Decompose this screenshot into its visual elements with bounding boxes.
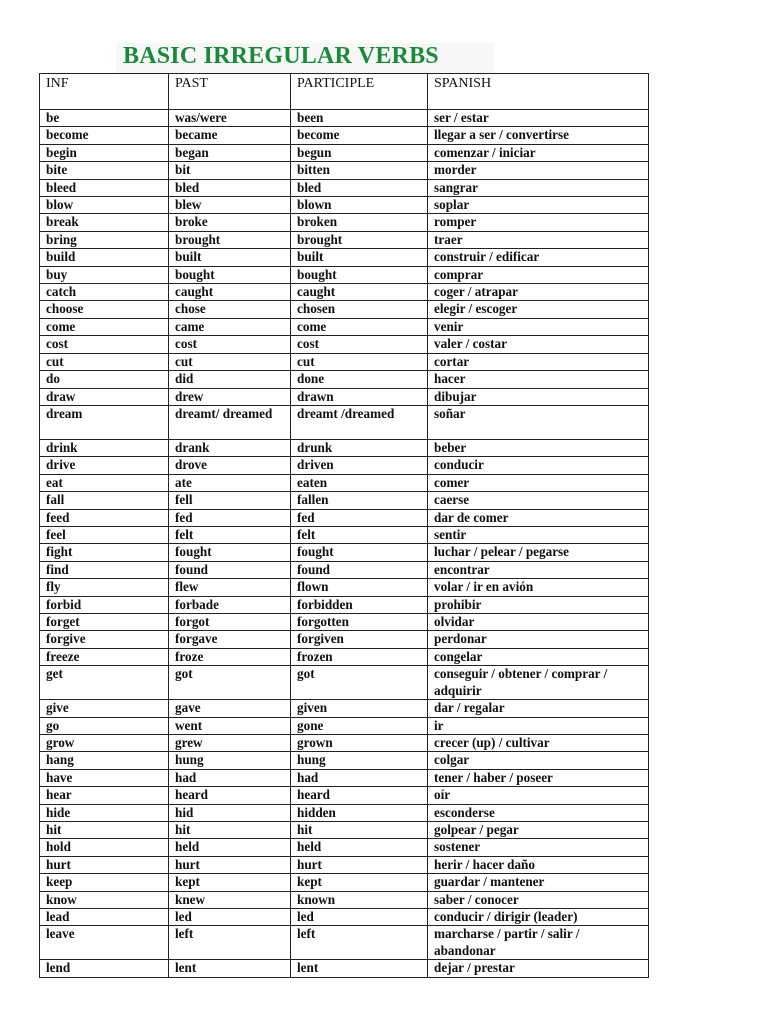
table-row [40, 596, 649, 613]
cell-infinitive: lead [40, 909, 169, 926]
cell-spanish: golpear / pegar [428, 822, 649, 839]
table-row [40, 474, 649, 491]
table-row [40, 926, 649, 960]
cell-participle: become [291, 127, 428, 144]
cell-spanish: sentir [428, 526, 649, 543]
table-row [40, 856, 649, 873]
cell-past: got [169, 666, 291, 700]
cell-participle: drunk [291, 439, 428, 456]
header-inf: INF [40, 74, 169, 110]
table-row [40, 266, 649, 283]
cell-infinitive: drink [40, 439, 169, 456]
cell-past: built [169, 249, 291, 266]
table-row [40, 839, 649, 856]
cell-past: led [169, 909, 291, 926]
cell-infinitive: bring [40, 231, 169, 248]
cell-spanish: beber [428, 439, 649, 456]
cell-infinitive: become [40, 127, 169, 144]
cell-participle: got [291, 666, 428, 700]
cell-past: forgave [169, 631, 291, 648]
cell-spanish: comenzar / iniciar [428, 144, 649, 161]
cell-participle: driven [291, 457, 428, 474]
cell-participle: had [291, 769, 428, 786]
cell-participle: hidden [291, 804, 428, 821]
cell-past: drank [169, 439, 291, 456]
cell-spanish: comprar [428, 266, 649, 283]
cell-participle: come [291, 318, 428, 335]
cell-spanish: caerse [428, 492, 649, 509]
cell-spanish: llegar a ser / convertirse [428, 127, 649, 144]
table-row [40, 822, 649, 839]
cell-infinitive: feed [40, 509, 169, 526]
cell-past: hid [169, 804, 291, 821]
cell-infinitive: dream [40, 405, 169, 439]
cell-past: heard [169, 787, 291, 804]
table-row [40, 787, 649, 804]
cell-participle: left [291, 926, 428, 960]
cell-participle: hung [291, 752, 428, 769]
cell-infinitive: draw [40, 388, 169, 405]
cell-past: chose [169, 301, 291, 318]
table-row [40, 371, 649, 388]
cell-infinitive: fight [40, 544, 169, 561]
cell-past: bit [169, 162, 291, 179]
cell-past: became [169, 127, 291, 144]
cell-past: found [169, 561, 291, 578]
cell-past: did [169, 371, 291, 388]
cell-participle: fought [291, 544, 428, 561]
cell-spanish: conseguir / obtener / comprar / adquirir [428, 666, 649, 700]
cell-past: drove [169, 457, 291, 474]
cell-participle: forgiven [291, 631, 428, 648]
table-row [40, 353, 649, 370]
cell-infinitive: forget [40, 613, 169, 630]
cell-spanish: ir [428, 717, 649, 734]
cell-spanish: soñar [428, 405, 649, 439]
cell-spanish: marcharse / partir / salir / abandonar [428, 926, 649, 960]
cell-participle: led [291, 909, 428, 926]
cell-past: hurt [169, 856, 291, 873]
table-row [40, 405, 649, 439]
cell-participle: frozen [291, 648, 428, 665]
cell-participle: chosen [291, 301, 428, 318]
cell-participle: fed [291, 509, 428, 526]
cell-past: felt [169, 526, 291, 543]
table-row [40, 666, 649, 700]
cell-spanish: venir [428, 318, 649, 335]
cell-spanish: soplar [428, 197, 649, 214]
cell-infinitive: get [40, 666, 169, 700]
cell-infinitive: do [40, 371, 169, 388]
table-row [40, 631, 649, 648]
irregular-verbs-table [39, 73, 649, 978]
table-row [40, 439, 649, 456]
cell-participle: flown [291, 579, 428, 596]
cell-infinitive: build [40, 249, 169, 266]
table-row [40, 804, 649, 821]
cell-participle: broken [291, 214, 428, 231]
cell-past: cost [169, 336, 291, 353]
header-participle: PARTICIPLE [291, 74, 428, 110]
cell-past: fed [169, 509, 291, 526]
cell-past: froze [169, 648, 291, 665]
cell-infinitive: freeze [40, 648, 169, 665]
table-row [40, 336, 649, 353]
cell-infinitive: come [40, 318, 169, 335]
cell-spanish: tener / haber / poseer [428, 769, 649, 786]
cell-infinitive: keep [40, 874, 169, 891]
cell-infinitive: feel [40, 526, 169, 543]
table-row [40, 526, 649, 543]
cell-past: fought [169, 544, 291, 561]
cell-spanish: romper [428, 214, 649, 231]
table-row [40, 318, 649, 335]
cell-past: had [169, 769, 291, 786]
cell-spanish: conducir / dirigir (leader) [428, 909, 649, 926]
table-row [40, 752, 649, 769]
header-past: PAST [169, 74, 291, 110]
table-row [40, 214, 649, 231]
cell-spanish: oír [428, 787, 649, 804]
cell-infinitive: leave [40, 926, 169, 960]
cell-infinitive: hear [40, 787, 169, 804]
table-row [40, 301, 649, 318]
cell-participle: given [291, 700, 428, 717]
cell-past: bought [169, 266, 291, 283]
cell-infinitive: find [40, 561, 169, 578]
cell-past: held [169, 839, 291, 856]
table-row [40, 162, 649, 179]
table-row [40, 769, 649, 786]
cell-spanish: prohibir [428, 596, 649, 613]
cell-past: left [169, 926, 291, 960]
cell-participle: found [291, 561, 428, 578]
cell-infinitive: forgive [40, 631, 169, 648]
cell-spanish: conducir [428, 457, 649, 474]
cell-past: cut [169, 353, 291, 370]
cell-past: grew [169, 735, 291, 752]
table-row [40, 544, 649, 561]
cell-spanish: hacer [428, 371, 649, 388]
table-row [40, 561, 649, 578]
cell-infinitive: hold [40, 839, 169, 856]
cell-participle: drawn [291, 388, 428, 405]
cell-participle: kept [291, 874, 428, 891]
cell-participle: known [291, 891, 428, 908]
cell-past: went [169, 717, 291, 734]
cell-participle: felt [291, 526, 428, 543]
cell-infinitive: bite [40, 162, 169, 179]
cell-infinitive: blow [40, 197, 169, 214]
table-row [40, 648, 649, 665]
cell-infinitive: catch [40, 284, 169, 301]
cell-participle: blown [291, 197, 428, 214]
table-row [40, 110, 649, 127]
cell-participle: dreamt /dreamed [291, 405, 428, 439]
cell-participle: begun [291, 144, 428, 161]
cell-past: began [169, 144, 291, 161]
cell-spanish: colgar [428, 752, 649, 769]
cell-participle: grown [291, 735, 428, 752]
cell-spanish: guardar / mantener [428, 874, 649, 891]
table-row [40, 179, 649, 196]
cell-past: dreamt/ dreamed [169, 405, 291, 439]
cell-spanish: morder [428, 162, 649, 179]
cell-infinitive: drive [40, 457, 169, 474]
table-row [40, 579, 649, 596]
table-row [40, 197, 649, 214]
cell-spanish: coger / atrapar [428, 284, 649, 301]
cell-participle: built [291, 249, 428, 266]
cell-past: fell [169, 492, 291, 509]
cell-infinitive: go [40, 717, 169, 734]
cell-infinitive: cost [40, 336, 169, 353]
cell-participle: held [291, 839, 428, 856]
cell-infinitive: fall [40, 492, 169, 509]
cell-infinitive: hurt [40, 856, 169, 873]
cell-past: drew [169, 388, 291, 405]
cell-infinitive: hit [40, 822, 169, 839]
cell-participle: bitten [291, 162, 428, 179]
cell-past: hung [169, 752, 291, 769]
page-title: BASIC IRREGULAR VERBS [123, 43, 439, 69]
cell-infinitive: be [40, 110, 169, 127]
cell-past: caught [169, 284, 291, 301]
cell-participle: hit [291, 822, 428, 839]
cell-spanish: cortar [428, 353, 649, 370]
cell-participle: cost [291, 336, 428, 353]
cell-participle: cut [291, 353, 428, 370]
table-row [40, 509, 649, 526]
table-row [40, 127, 649, 144]
cell-infinitive: lend [40, 960, 169, 977]
cell-infinitive: hide [40, 804, 169, 821]
cell-spanish: olvidar [428, 613, 649, 630]
cell-spanish: ser / estar [428, 110, 649, 127]
cell-past: blew [169, 197, 291, 214]
cell-past: brought [169, 231, 291, 248]
cell-past: hit [169, 822, 291, 839]
cell-past: forgot [169, 613, 291, 630]
cell-spanish: herir / hacer daño [428, 856, 649, 873]
cell-participle: bought [291, 266, 428, 283]
table-row [40, 613, 649, 630]
cell-participle: caught [291, 284, 428, 301]
cell-spanish: elegir / escoger [428, 301, 649, 318]
cell-spanish: perdonar [428, 631, 649, 648]
cell-infinitive: grow [40, 735, 169, 752]
cell-participle: forbidden [291, 596, 428, 613]
cell-participle: forgotten [291, 613, 428, 630]
cell-spanish: dibujar [428, 388, 649, 405]
cell-participle: brought [291, 231, 428, 248]
table-body [40, 110, 649, 978]
cell-infinitive: hang [40, 752, 169, 769]
cell-infinitive: choose [40, 301, 169, 318]
cell-participle: bled [291, 179, 428, 196]
cell-participle: eaten [291, 474, 428, 491]
cell-spanish: traer [428, 231, 649, 248]
cell-participle: gone [291, 717, 428, 734]
cell-participle: heard [291, 787, 428, 804]
cell-spanish: sostener [428, 839, 649, 856]
table-header-row [40, 74, 649, 110]
cell-participle: lent [291, 960, 428, 977]
cell-past: ate [169, 474, 291, 491]
cell-spanish: saber / conocer [428, 891, 649, 908]
cell-past: gave [169, 700, 291, 717]
cell-infinitive: give [40, 700, 169, 717]
table-row [40, 891, 649, 908]
cell-participle: fallen [291, 492, 428, 509]
cell-past: kept [169, 874, 291, 891]
cell-spanish: sangrar [428, 179, 649, 196]
cell-past: knew [169, 891, 291, 908]
cell-infinitive: buy [40, 266, 169, 283]
cell-infinitive: forbid [40, 596, 169, 613]
cell-spanish: construir / edificar [428, 249, 649, 266]
table-row [40, 717, 649, 734]
cell-spanish: dar de comer [428, 509, 649, 526]
header-spanish: SPANISH [428, 74, 649, 110]
cell-past: came [169, 318, 291, 335]
cell-infinitive: bleed [40, 179, 169, 196]
table-row [40, 960, 649, 977]
cell-participle: been [291, 110, 428, 127]
cell-infinitive: fly [40, 579, 169, 596]
cell-spanish: congelar [428, 648, 649, 665]
cell-infinitive: begin [40, 144, 169, 161]
cell-past: was/were [169, 110, 291, 127]
table-row [40, 492, 649, 509]
table-row [40, 457, 649, 474]
cell-spanish: encontrar [428, 561, 649, 578]
table-row [40, 735, 649, 752]
cell-spanish: volar / ir en avión [428, 579, 649, 596]
table-row [40, 700, 649, 717]
table-row [40, 249, 649, 266]
cell-past: bled [169, 179, 291, 196]
cell-spanish: dar / regalar [428, 700, 649, 717]
cell-spanish: crecer (up) / cultivar [428, 735, 649, 752]
table-row [40, 388, 649, 405]
cell-past: flew [169, 579, 291, 596]
cell-infinitive: break [40, 214, 169, 231]
cell-spanish: comer [428, 474, 649, 491]
table-row [40, 874, 649, 891]
table-row [40, 909, 649, 926]
cell-spanish: luchar / pelear / pegarse [428, 544, 649, 561]
cell-infinitive: eat [40, 474, 169, 491]
cell-spanish: valer / costar [428, 336, 649, 353]
cell-infinitive: cut [40, 353, 169, 370]
cell-infinitive: know [40, 891, 169, 908]
cell-infinitive: have [40, 769, 169, 786]
cell-spanish: dejar / prestar [428, 960, 649, 977]
table-row [40, 231, 649, 248]
table-row [40, 284, 649, 301]
cell-participle: hurt [291, 856, 428, 873]
cell-participle: done [291, 371, 428, 388]
cell-past: forbade [169, 596, 291, 613]
cell-past: lent [169, 960, 291, 977]
cell-past: broke [169, 214, 291, 231]
table-row [40, 144, 649, 161]
cell-spanish: esconderse [428, 804, 649, 821]
